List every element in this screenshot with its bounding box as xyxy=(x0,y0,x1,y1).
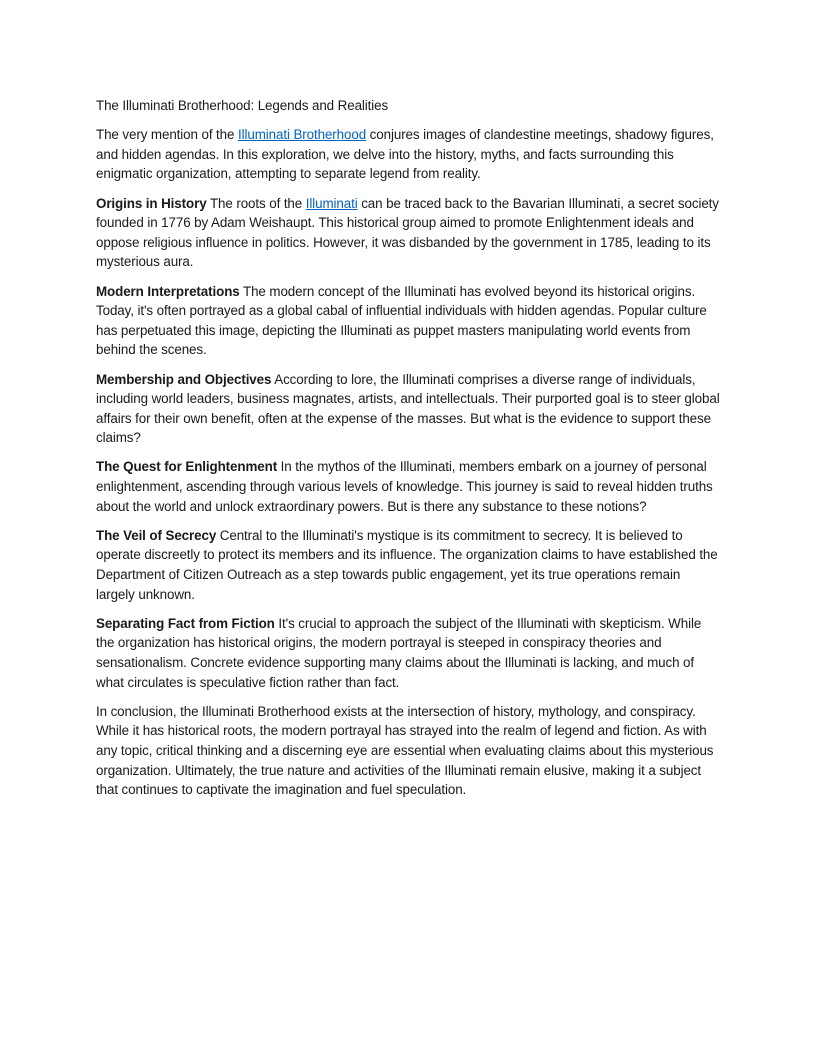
intro-paragraph xyxy=(96,125,720,184)
origins-text-after: can be traced back to the Bavarian Illuminati, a secret society founded in 1776 by Adam Weishaupt. This historical group aimed to promote Enlightenment ideals and oppose religious influence in politics. However, it was disbanded by the government in 1785, leading to its mysterious aura. xyxy=(96,195,719,270)
modern-heading: Modern Interpretations xyxy=(96,283,240,299)
secrecy-heading: The Veil of Secrecy xyxy=(96,527,217,543)
secrecy-paragraph xyxy=(96,526,720,604)
membership-paragraph xyxy=(96,370,720,448)
origins-heading: Origins in History xyxy=(96,195,207,211)
conclusion-paragraph: In conclusion, the Illuminati Brotherhood exists at the intersection of history, mythology, and conspiracy. While it has historical roots, the modern portrayal has strayed into the realm of legend and fiction. As with any topic, critical thinking and a discerning eye are essential when evaluating claims about this mysterious organization. Ultimately, the true nature and activities of the Illuminati remain elusive, making it a subject that continues to captivate the imagination and fuel speculation. xyxy=(96,703,714,798)
quest-paragraph xyxy=(96,457,720,516)
membership-heading: Membership and Objectives xyxy=(96,371,272,387)
intro-text-after: conjures images of clandestine meetings, shadowy figures, and hidden agendas. In this exploration, we delve into the history, myths, and facts surrounding this enigmatic organization, attempting to separate legend from reality. xyxy=(96,127,714,182)
origins-text-before: The roots of the xyxy=(206,195,306,211)
separating-heading: Separating Fact from Fiction xyxy=(96,615,275,631)
separating-body: It's crucial to approach the subject of the Illuminati with skepticism. While the organization has historical origins, the modern portrayal is steeped in conspiracy theories and sensationalism. Concrete evidence supporting many claims about the Illuminati is lacking, and much of what circulates is speculative fiction rather than fact. xyxy=(96,615,702,690)
quest-body: In the mythos of the Illuminati, members embark on a journey of personal enlightenment, ascending through various levels of knowledge. This journey is said to reveal hidden truths about the world and unlock extraordinary powers. But is there any substance to these notions? xyxy=(96,459,713,514)
modern-paragraph xyxy=(96,282,720,360)
illuminati-link[interactable]: Illuminati xyxy=(305,195,358,211)
membership-body: According to lore, the Illuminati comprises a diverse range of individuals, including world leaders, business magnates, artists, and intellectuals. Their purported goal is to steer global affairs for their own benefit, often at the expense of the masses. But what is the evidence to support these claims? xyxy=(96,371,720,446)
origins-paragraph xyxy=(96,194,720,272)
separating-paragraph xyxy=(96,614,720,692)
document-title: The Illuminati Brotherhood: Legends and Realities xyxy=(96,98,389,113)
quest-heading: The Quest for Enlightenment xyxy=(96,459,278,475)
illuminati-brotherhood-link[interactable]: Illuminati Brotherhood xyxy=(238,127,367,143)
intro-text-before: The very mention of the xyxy=(96,127,238,143)
secrecy-body: Central to the Illuminati's mystique is its commitment to secrecy. It is believed to operate discreetly to protect its members and its influence. The organization claims to have established the Department of Citizen Outreach as a step towards public engagement, yet its true operations remain largely unknown. xyxy=(96,527,718,602)
modern-body: The modern concept of the Illuminati has evolved beyond its historical origins. Today, it's often portrayed as a global cabal of influential individuals with hidden agendas. Popular culture has perpetuated this image, depicting the Illuminati as puppet masters manipulating world events from behind the scenes. xyxy=(96,283,707,358)
